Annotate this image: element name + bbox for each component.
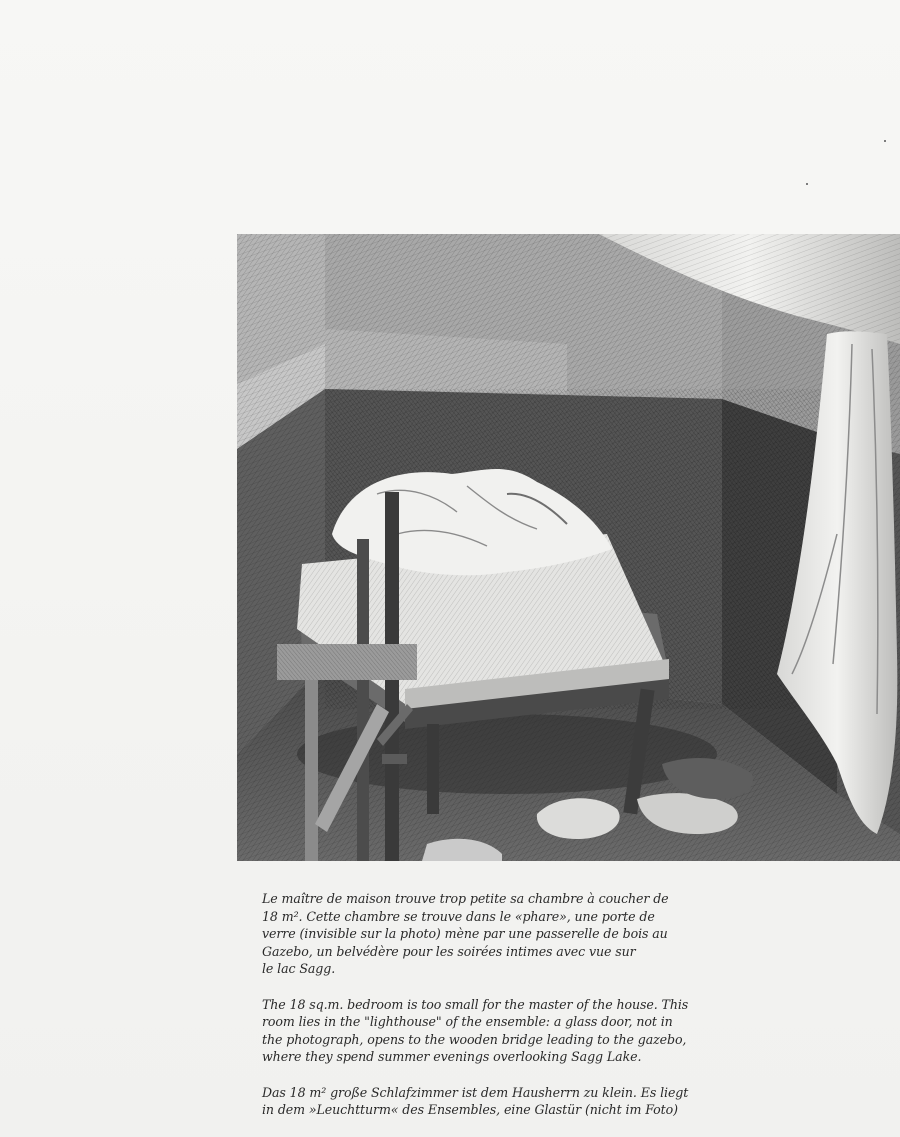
caption-line: The 18 sq.m. bedroom is too small for the master of the house. This: [262, 996, 689, 1012]
caption-german: [262, 1084, 689, 1119]
caption-line: verre (invisible sur la photo) mène par une passerelle de bois au: [262, 926, 668, 941]
bedroom-drawing-svg: [237, 234, 900, 861]
bed-leg: [427, 724, 439, 814]
caption-french: [262, 890, 669, 978]
caption-block: [262, 890, 689, 1137]
caption-english: [262, 996, 689, 1066]
paper-speck: [884, 140, 886, 142]
caption-line: room lies in the "lighthouse" of the ensemble: a glass door, not in: [262, 1014, 673, 1029]
caption-line: Le maître de maison trouve trop petite sa chambre à coucher de: [262, 891, 669, 906]
caption-line: the photograph, opens to the wooden bridge leading to the gazebo,: [262, 1031, 687, 1047]
caption-line: in dem »Leuchtturm« des Ensembles, eine Glastür (nicht im Foto): [262, 1102, 678, 1117]
caption-line: Das 18 m² große Schlafzimmer ist dem Hausherrn zu klein. Es liegt: [262, 1084, 689, 1100]
caption-line: Gazebo, un belvédère pour les soirées intimes avec vue sur: [262, 943, 636, 959]
bedroom-drawing: [237, 234, 900, 861]
paper-speck: [806, 183, 808, 185]
caption-line: where they spend summer evenings overlooking Sagg Lake.: [262, 1049, 642, 1064]
caption-line: le lac Sagg.: [262, 961, 336, 976]
caption-line: 18 m². Cette chambre se trouve dans le «phare», une porte de: [262, 908, 655, 924]
